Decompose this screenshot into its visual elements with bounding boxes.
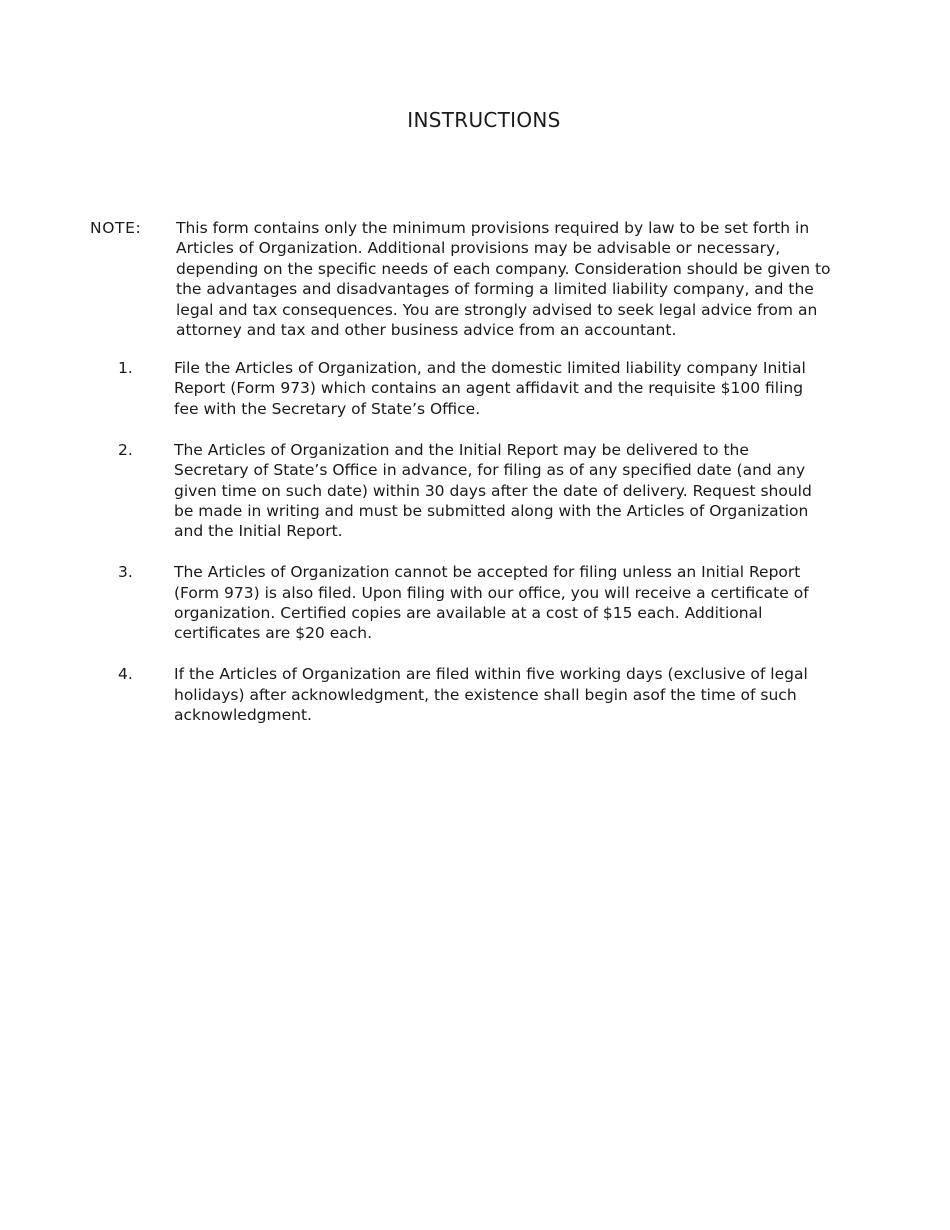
item-text: The Articles of Organization cannot be accepted for filing unless an Initial Report (Form 973) is also filed. Upon filing with our office, you will receive a certificate of organization. Certified copies are available at a cost of $15 each. Additional certificates are $20 each. [174, 563, 809, 643]
list-item [118, 440, 828, 542]
item-number: 1. [118, 359, 133, 377]
item-text: The Articles of Organization and the Initial Report may be delivered to the Secretary of State’s Office in advance, for filing as of any specified date (and any given time on such date) within 30 days after the date of delivery. Request should be made in writing and must be submitted along with the Articles of Organization and the Initial Report. [174, 440, 812, 541]
note-label: NOTE: [90, 219, 142, 237]
page-title: INSTRUCTIONS [407, 108, 561, 132]
list-item [118, 562, 828, 644]
note-text: This form contains only the minimum provisions required by law to be set forth in Articles of Organization. Additional provisions may be advisable or necessary, depending on the specific needs of each company. Consideration should be given to the advantages and disadvantages of forming a limited liability company, and the legal and tax consequences. You are strongly advised to seek legal advice from an attorney and tax and other business advice from an accountant. [176, 219, 831, 340]
list-item [118, 664, 828, 725]
item-number: 3. [118, 563, 133, 582]
list-item [118, 358, 828, 419]
instructions-list [118, 358, 828, 746]
item-number: 4. [118, 665, 133, 684]
item-number: 2. [118, 440, 133, 459]
item-text: File the Articles of Organization, and the domestic limited liability company Initial Report (Form 973) which contains an agent affidavit and the requisite $100 filing fee with the Secretary of State’s Office. [174, 359, 806, 418]
item-text: If the Articles of Organization are filed within five working days (exclusive of legal holidays) after acknowledgment, the existence shall begin asof the time of such acknowledgment. [174, 665, 808, 725]
